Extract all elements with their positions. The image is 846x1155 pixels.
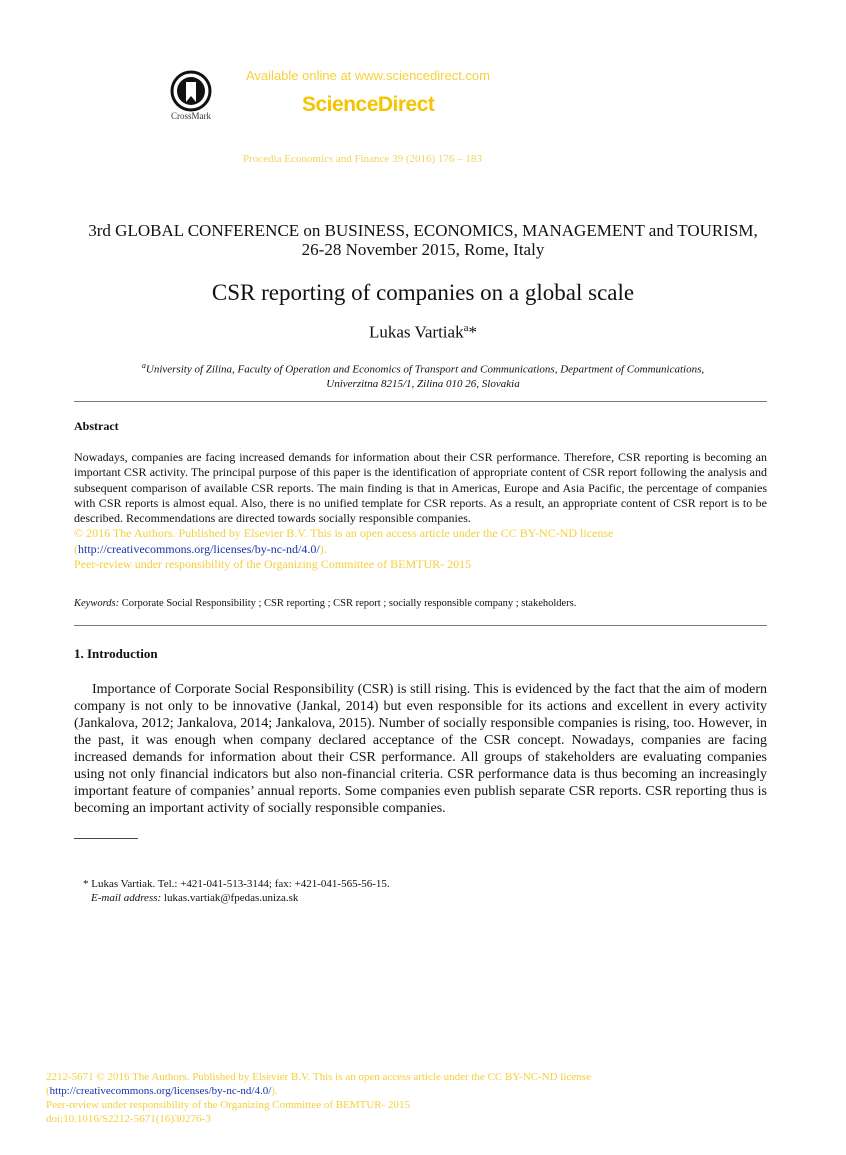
footnote-divider [74,838,138,839]
crossmark-icon[interactable] [170,70,212,112]
conference-line-1: 3rd GLOBAL CONFERENCE on BUSINESS, ECONOMICS, MANAGEMENT and TOURISM, [88,221,758,240]
footer-license-link[interactable]: http://creativecommons.org/licenses/by-nc-nd/4.0/ [49,1085,272,1097]
page-footer [46,1070,591,1126]
sciencedirect-logo[interactable]: ScienceDirect [302,93,435,116]
footnote-contact: * Lukas Vartiak. Tel.: +421-041-513-3144; fax: +421-041-565-56-15. [83,878,390,890]
email-address[interactable]: lukas.vartiak@fpedas.uniza.sk [161,892,299,904]
author-affiliation-mark: a [463,322,469,334]
license-open: ( [74,541,78,556]
abstract-text: Nowadays, companies are facing increased demands for information about their CSR performance. Therefore, CSR reporting is becoming an important CSR activity. The principal purpose of this paper is the identification of appropriate content of CSR report following the analysis and subsequent comparison of available CSR reports. The main finding is that in Americas, Europe and Asia Pacific, the percentage of companies with CSR reports is almost equal. Also, there is no unified template for CSR reports. As a result, an appropriate content of CSR report is to be described. Recommendations are directed towards socially responsible companies. [74,450,767,526]
introduction-paragraph: Importance of Corporate Social Responsibility (CSR) is still rising. This is evidenced by the fact that the aim of modern company is not only to be innovative (Jankal, 2014) but even responsible for its actions and excellent in every activity (Jankalova, 2012; Jankalova, 2014; Jankalova, 2015). Number of socially responsible companies is rising, too. However, in the past, it was enough when company declared acceptance of the CSR concept. Nowadays, companies are facing increased demands for information about their CSR performance. All groups of stakeholders are evaluating companies using not only financial indicators but also non-financial criteria. CSR performance data is thus becoming an increasingly important feature of companies’ annual reports. Some companies even publish separate CSR reports. CSR reporting thus is becoming an important activity of socially responsible companies. [74,682,767,816]
paper-title: CSR reporting of companies on a global scale [211,280,635,305]
section-heading-introduction: 1. Introduction [74,646,158,661]
footer-license-line [46,1084,591,1098]
footer-license-close: ). [271,1085,278,1097]
footer-peer-review: Peer-review under responsibility of the Organizing Committee of BEMTUR- 2015 [46,1099,411,1111]
email-label: E-mail address: [91,892,162,904]
divider-bottom [74,625,767,626]
affiliation-mark: a [141,361,146,370]
footer-license-open: ( [46,1085,50,1097]
available-online-link[interactable]: Available online at www.sciencedirect.com [246,68,490,83]
affiliation-line-1: University of Zilina, Faculty of Operation and Economics of Transport and Communications, Department of Communications, [145,363,705,376]
footer-issn-line: 2212-5671 © 2016 The Authors. Published by Elsevier B.V. This is an open access article under the CC BY-NC-ND license [46,1071,591,1083]
conference-name [0,221,846,259]
footer-doi[interactable]: doi:10.1016/S2212-5671(16)30276-3 [46,1113,211,1125]
author-line [0,322,846,343]
author-name: Lukas Vartiak [369,322,464,342]
abstract-heading: Abstract [74,419,119,433]
crossmark-label: CrossMark [171,111,211,121]
peer-review-notice: Peer-review under responsibility of the Organizing Committee of BEMTUR- 2015 [74,557,472,572]
copyright-notice: © 2016 The Authors. Published by Elsevier B.V. This is an open access article under the CC BY-NC-ND license [74,526,614,541]
keywords [74,598,576,609]
journal-citation: Procedia Economics and Finance 39 (2016) 176 – 183 [243,153,482,165]
affiliation-line-2: Univerzitna 8215/1, Zilina 010 26, Slovakia [326,377,520,390]
license-close: ). [319,541,327,556]
conference-line-2: 26-28 November 2015, Rome, Italy [301,240,545,259]
affiliation [0,359,846,391]
abstract-block [74,450,767,572]
keywords-label: Keywords: [74,598,120,609]
keywords-list: Corporate Social Responsibility ; CSR reporting ; CSR report ; socially responsible company ; stakeholders. [119,598,577,609]
license-line [74,542,767,557]
author-corresponding-mark: * [468,322,477,342]
license-link[interactable]: http://creativecommons.org/licenses/by-nc-nd/4.0/ [78,541,320,556]
footnote [83,877,390,905]
divider-top [74,401,767,402]
